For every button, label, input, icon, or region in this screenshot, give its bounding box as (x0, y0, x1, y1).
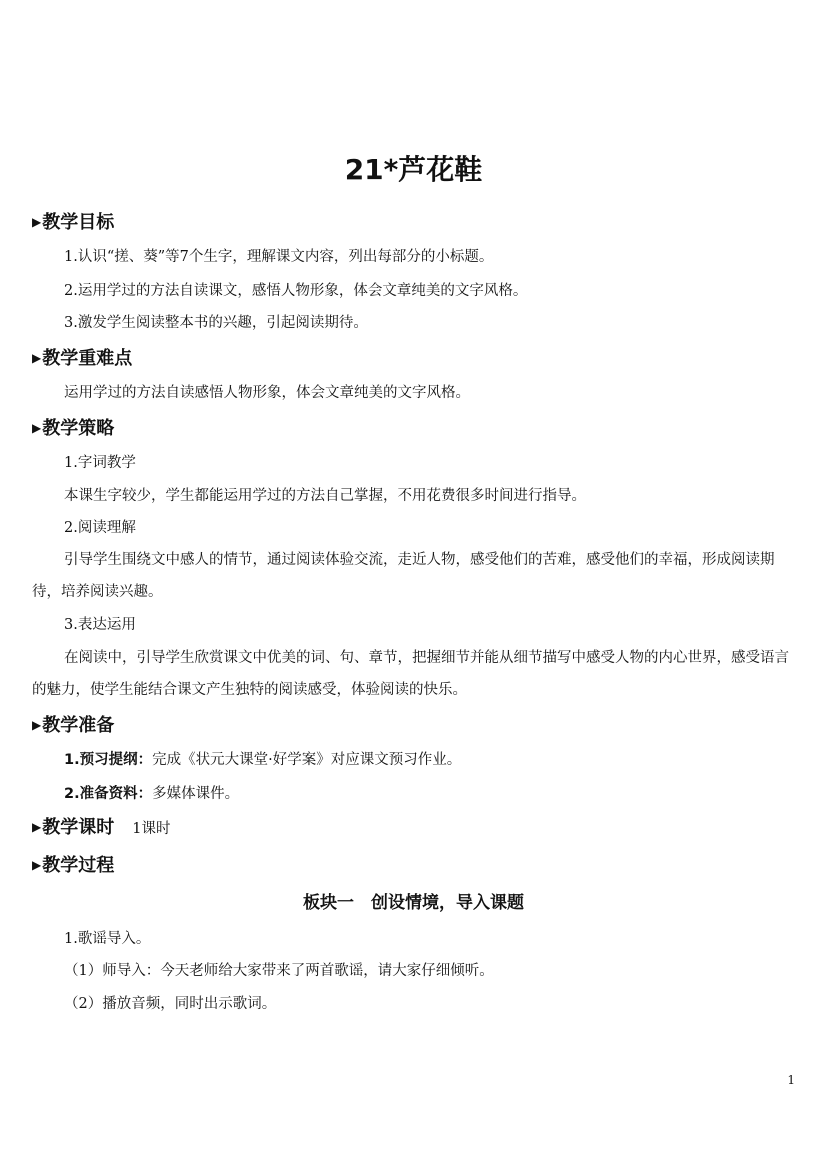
triangle-bullet-icon: ▶ (32, 215, 42, 229)
strategy-item3-text: 在阅读中，引导学生欣赏课文中优美的词、句、章节，把握细节并能从细节描写中感受人物的内心世界，感受语言的魅力，使学生能结合课文产生独特的阅读感受，体验阅读的快乐。 (32, 650, 789, 698)
heading-process (32, 853, 114, 878)
preparation-item-1-text: 完成《状元大课堂·好学案》对应课文预习作业。 (152, 752, 462, 768)
heading-objectives-label: 教学目标 (42, 212, 115, 233)
objective-item-2: 2.运用学过的方法自读课文，感悟人物形象，体会文章纯美的文字风格。 (64, 283, 528, 299)
heading-hours (32, 815, 170, 841)
process-line-3: （2）播放音频，同时出示歌词。 (64, 996, 277, 1012)
strategy-item2-title: 2.阅读理解 (64, 520, 136, 536)
block-title: 板块一 创设情境，导入课题 (303, 893, 524, 913)
strategy-item2-text: 引导学生围绕文中感人的情节，通过阅读体验交流，走近人物，感受他们的苦难，感受他们的幸福，形成阅读期待，培养阅读兴趣。 (32, 552, 775, 600)
preparation-item-2-label: 2.准备资料： (64, 786, 153, 802)
heading-preparation-label: 教学准备 (42, 715, 115, 736)
objective-item-3: 3.激发学生阅读整本书的兴趣，引起阅读期待。 (64, 315, 368, 331)
heading-key-points (32, 346, 132, 371)
key-points-text: 运用学过的方法自读感悟人物形象，体会文章纯美的文字风格。 (64, 385, 470, 401)
preparation-item-1-label: 1.预习提纲： (64, 752, 153, 768)
process-line-1: 1.歌谣导入。 (64, 931, 151, 947)
strategy-item1-title: 1.字词教学 (64, 455, 136, 471)
heading-strategy (32, 416, 114, 441)
hours-value: 1课时 (132, 821, 171, 837)
heading-process-label: 教学过程 (42, 855, 115, 876)
strategy-item1-text: 本课生字较少，学生都能运用学过的方法自己掌握，不用花费很多时间进行指导。 (64, 488, 586, 504)
heading-objectives (32, 210, 114, 235)
triangle-bullet-icon: ▶ (32, 421, 42, 435)
strategy-item3-title: 3.表达运用 (64, 617, 136, 633)
triangle-bullet-icon: ▶ (32, 718, 42, 732)
heading-hours-label: 教学课时 (42, 817, 115, 838)
preparation-item-1 (64, 749, 461, 771)
triangle-bullet-icon: ▶ (32, 351, 42, 365)
heading-key-points-label: 教学重难点 (42, 348, 133, 369)
heading-preparation (32, 713, 114, 738)
triangle-bullet-icon: ▶ (32, 820, 42, 834)
triangle-bullet-icon: ▶ (32, 858, 42, 872)
page-title: 21*芦花鞋 (344, 153, 483, 186)
preparation-item-2 (64, 783, 239, 805)
preparation-item-2-text: 多媒体课件。 (152, 786, 240, 802)
objective-item-1: 1.认识“搓、葵”等7个生字，理解课文内容，列出每部分的小标题。 (64, 249, 494, 265)
process-line-2: （1）师导入：今天老师给大家带来了两首歌谣，请大家仔细倾听。 (64, 963, 494, 979)
page-number: 1 (787, 1073, 795, 1087)
heading-strategy-label: 教学策略 (42, 418, 115, 439)
